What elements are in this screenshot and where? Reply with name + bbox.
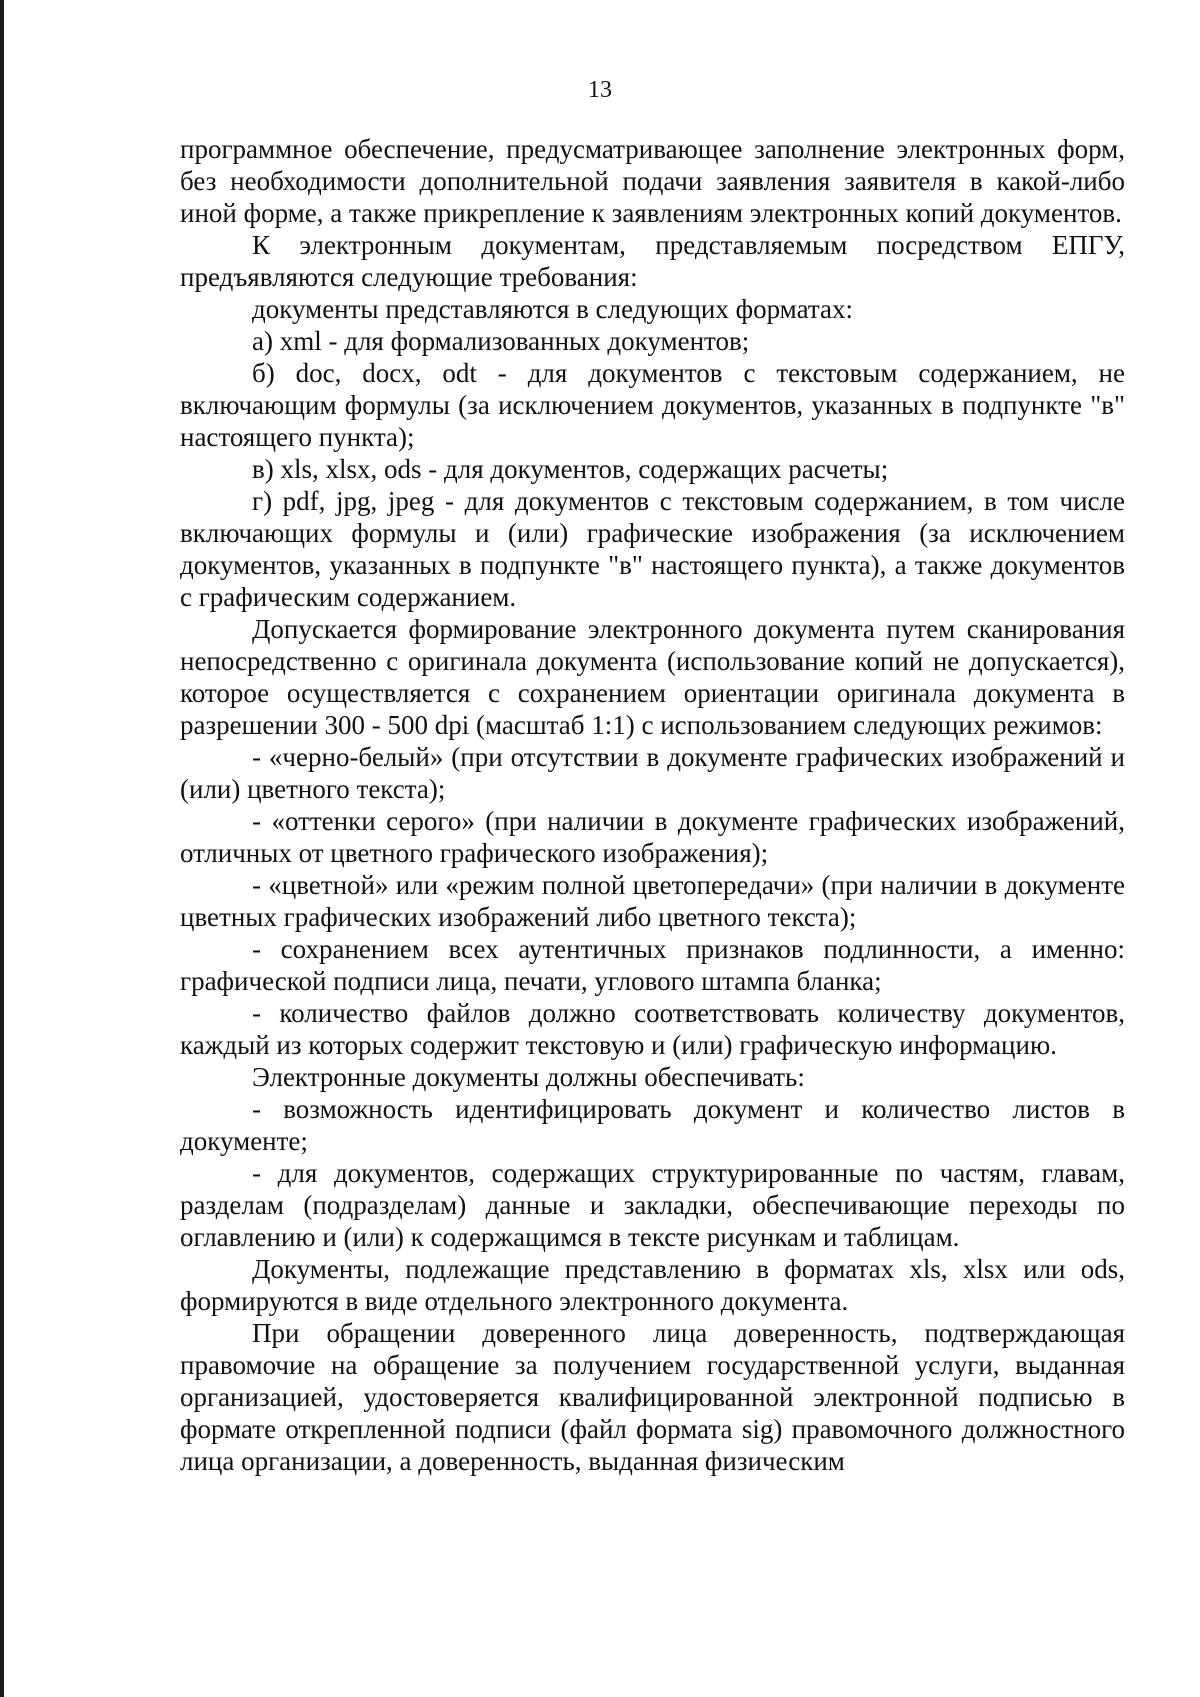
page-number: 13 bbox=[588, 77, 612, 103]
list-item-mode-bw: - «черно-белый» (при отсутствии в документе графических изображений и (или) цветного текста); bbox=[180, 742, 1125, 804]
paragraph-formats-intro: документы представляются в следующих форматах: bbox=[252, 294, 853, 324]
list-item-identify: - возможность идентифицировать документ и количество листов в документе; bbox=[180, 1094, 1125, 1156]
paragraph-requirements-intro: К электронным документам, представляемым посредством ЕПГУ, предъявляются следующие требования: bbox=[180, 230, 1125, 292]
paragraph-software-continuation: программное обеспечение, предусматривающее заполнение электронных форм, без необходимости дополнительной подачи заявления заявителя в какой-либо иной форме, а также прикрепление к заявлениям электронных копий документов. bbox=[180, 134, 1125, 228]
list-item-structured: - для документов, содержащих структурированные по частям, главам, разделам (подразделам) данные и закладки, обеспечивающие переходы по оглавлению и (или) к содержащимся в тексте рисункам и таблицам. bbox=[180, 1158, 1125, 1252]
list-item-format-a: а) xml - для формализованных документов; bbox=[252, 326, 750, 356]
paragraph-scanning: Допускается формирование электронного документа путем сканирования непосредственно с оригинала документа (использование копий не допускается), которое осуществляется с сохранением ориентации оригинала документа в разрешении 300 - 500 dpi (масштаб 1:1) с использованием следующих режимов: bbox=[180, 614, 1125, 740]
list-item-format-g: г) pdf, jpg, jpeg - для документов с текстовым содержанием, в том числе включающих формулы и (или) графические изображения (за исключением документов, указанных в подпункте "в" настоящего пункта), а также документов с графическим содержанием. bbox=[180, 486, 1125, 612]
scan-edge bbox=[0, 0, 4, 1697]
paragraph-spreadsheets: Документы, подлежащие представлению в форматах xls, xlsx или ods, формируются в виде отдельного электронного документа. bbox=[180, 1254, 1125, 1316]
paragraph-electronic-docs: Электронные документы должны обеспечивать: bbox=[252, 1062, 805, 1092]
list-item-authenticity: - сохранением всех аутентичных признаков подлинности, а именно: графической подписи лица, печати, углового штампа бланка; bbox=[180, 934, 1125, 996]
list-item-format-v: в) xls, xlsx, ods - для документов, содержащих расчеты; bbox=[252, 454, 889, 484]
document-body bbox=[180, 133, 1125, 1477]
list-item-file-count: - количество файлов должно соответствовать количеству документов, каждый из которых содержит текстовую и (или) графическую информацию. bbox=[180, 998, 1125, 1060]
list-item-mode-color: - «цветной» или «режим полной цветопередачи» (при наличии в документе цветных графических изображений либо цветного текста); bbox=[180, 870, 1125, 932]
list-item-format-b: б) doc, docx, odt - для документов с текстовым содержанием, не включающим формулы (за исключением документов, указанных в подпункте "в" настоящего пункта); bbox=[180, 358, 1125, 452]
list-item-mode-grayscale: - «оттенки серого» (при наличии в документе графических изображений, отличных от цветного графического изображения); bbox=[180, 806, 1125, 868]
paragraph-power-of-attorney: При обращении доверенного лица доверенность, подтверждающая правомочие на обращение за получением государственной услуги, выданная организацией, удостоверяется квалифицированной электронной подписью в формате открепленной подписи (файл формата sig) правомочного должностного лица организации, а доверенность, выданная физическим bbox=[180, 1318, 1125, 1476]
